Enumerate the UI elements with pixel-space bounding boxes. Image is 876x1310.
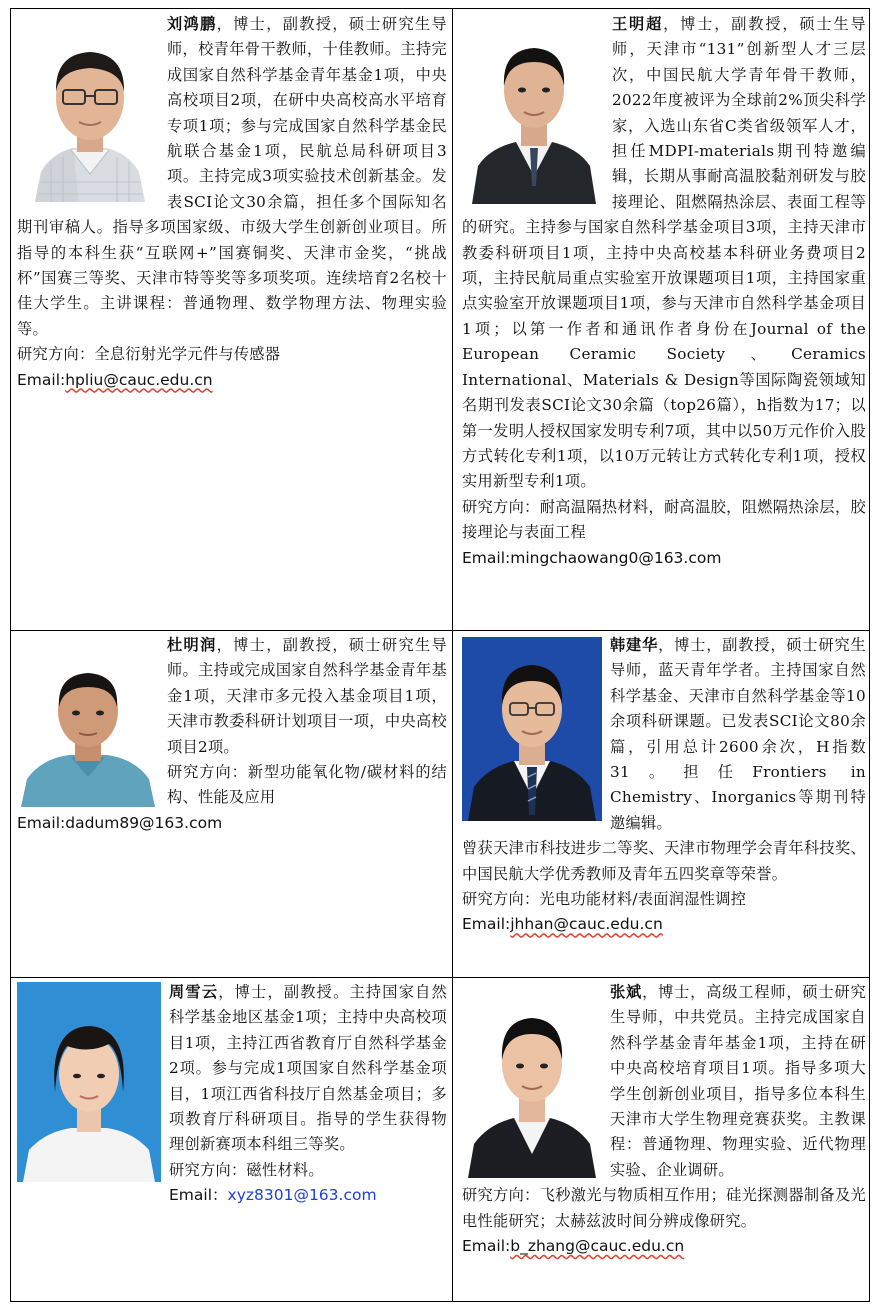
- person-name: 韩建华: [610, 636, 659, 654]
- bio-text: ，博士，副教授，硕士研究生导师。主持或完成国家自然科学基金青年基金1项，天津市多元投入基金项目1项，天津市教委科研计划项目一项，中央高校项目2项。: [167, 636, 447, 756]
- profile-cell-zhou: [17, 980, 447, 1300]
- person-name: 张斌: [610, 983, 643, 1001]
- profile-cell-han: [462, 633, 866, 975]
- email-link[interactable]: mingchaowang0@163.com: [510, 548, 722, 567]
- profile-cell-du: [17, 633, 447, 975]
- research-direction: 研究方向：磁性材料。: [169, 1160, 324, 1179]
- email-link[interactable]: b_zhang@cauc.edu.cn: [510, 1237, 685, 1256]
- bio-text: ，博士，副教授，硕士生导师，天津市“131”创新型人才三层次，中国民航大学青年骨干教师，2022年度被评为全球前2%顶尖科学家，入选山东省C类省级领军人才，担任MDPI-materials期刊特邀编辑，长期从事耐高温胶黏剂研发与胶接理论、阻燃隔热涂层、表面工程等的研究。主持参与国家自然科学基金项目3项，主持天津市教委科研项目1项，主持中央高校基本科研业务费项目2项，主持民航局重点实验室开放课题项目1项，主持国家重点实验室开放课题项目1项，参与天津市自然科学基金项目1项；以第一作者和通讯作者身份在Journal of the European Ceramic Society、Ceramics International、Materials & Design等国际陶瓷领域知名期刊发表SCI论文30余篇（top26篇），h指数为17；以第一发明人授权国家发明专利7项，其中以50万元作价入股方式转化专利1项，以10万元转让方式转化专利1项，授权实用新型专利1项。: [462, 15, 866, 491]
- research-direction: 研究方向：新型功能氧化物/碳材料的结构、性能及应用: [167, 763, 447, 807]
- portrait-photo: [462, 984, 602, 1178]
- row-divider: [10, 630, 870, 631]
- email-label: Email：: [169, 1186, 228, 1205]
- row-divider: [10, 977, 870, 978]
- email-link[interactable]: dadum89@163.com: [65, 813, 223, 832]
- bio-text: ，博士，副教授，硕士研究生导师，校青年骨干教师，十佳教师。主持完成国家自然科学基金青年基金1项，中央高校项目2项，在研中央高校高水平培育专项1项；参与完成国家自然科学基金民航联合基金1项，民航总局科研项目3项。主持完成3项实验技术创新基金。发表SCI论文30余篇，担任多个国际知名期刊审稿人。指导多项国家级、市级大学生创新创业项目。所指导的本科生获“互联网+”国赛铜奖、天津市金奖，“挑战杯”国赛三等奖、天津市特等奖等多项奖项。连续培育2名校十佳大学生。主讲课程：普通物理、数学物理方法、物理实验等。: [17, 15, 447, 338]
- email-link[interactable]: jhhan@cauc.edu.cn: [510, 915, 663, 934]
- bio-text: ，博士，高级工程师，硕士研究生导师，中共党员。主持完成国家自然科学基金青年基金1项，主持在研中央高校培育项目1项。指导多项大学生创新创业项目，指导多位本科生天津市大学生物理竞赛获奖。主教课程：普通物理、物理实验、近代物理实验、企业调研。: [610, 983, 866, 1179]
- research-direction: 研究方向：全息衍射光学元件与传感器: [17, 345, 281, 364]
- email-label: Email:: [462, 548, 511, 567]
- email-link[interactable]: hpliu@cauc.edu.cn: [65, 370, 213, 389]
- email-line: [462, 912, 866, 936]
- profile-cell-wang: [462, 12, 866, 628]
- column-divider: [452, 8, 453, 1302]
- email-line: [462, 546, 866, 570]
- portrait-photo: [21, 22, 159, 202]
- portrait-photo: [17, 982, 161, 1182]
- email-line: [462, 1234, 866, 1258]
- person-name: 刘鸿鹏: [167, 15, 217, 33]
- email-line: [17, 811, 447, 835]
- email-line: [17, 368, 447, 392]
- research-direction: 研究方向：耐高温隔热材料，耐高温胶，阻燃隔热涂层，胶接理论与表面工程: [462, 497, 866, 542]
- email-link[interactable]: xyz8301@163.com: [227, 1186, 377, 1205]
- email-label: Email:: [17, 813, 66, 832]
- portrait-photo: [464, 16, 604, 204]
- email-line: [17, 1183, 447, 1207]
- email-label: Email:: [462, 1237, 511, 1256]
- portrait-photo: [17, 655, 159, 807]
- profile-cell-zhang: [462, 980, 866, 1300]
- email-label: Email:: [462, 915, 511, 934]
- person-name: 周雪云: [169, 983, 219, 1001]
- email-label: Email:: [17, 370, 66, 389]
- bio-text: ，博士，副教授。主持国家自然科学基金地区基金1项；主持中央高校项目1项，主持江西省教育厅自然科学基金2项。参与完成1项国家自然科学基金项目，1项江西省科技厅自然基金项目；多项教育厅科研项目。指导的学生获得物理创新赛项本科组三等奖。: [169, 983, 447, 1154]
- honors-text: 曾获天津市科技进步二等奖、天津市物理学会青年科技奖、中国民航大学优秀教师及青年五四奖章等荣誉。: [462, 839, 866, 883]
- profile-cell-liu: [17, 12, 447, 628]
- bio-text: ，博士，副教授，硕士研究生导师，蓝天青年学者。主持国家自然科学基金、天津市自然科学基金等10余项科研课题。已发表SCI论文80余篇，引用总计2600余次，H指数31。担任Frontiers in Chemistry、Inorganics等期刊特邀编辑。: [610, 636, 866, 832]
- research-direction: 研究方向：光电功能材料/表面润湿性调控: [462, 890, 747, 909]
- person-name: 杜明润: [167, 636, 217, 654]
- person-name: 王明超: [612, 15, 664, 33]
- portrait-photo: [462, 637, 602, 821]
- research-direction: 研究方向：飞秒激光与物质相互作用；硅光探测器制备及光电性能研究；太赫兹波时间分辨成像研究。: [462, 1186, 866, 1230]
